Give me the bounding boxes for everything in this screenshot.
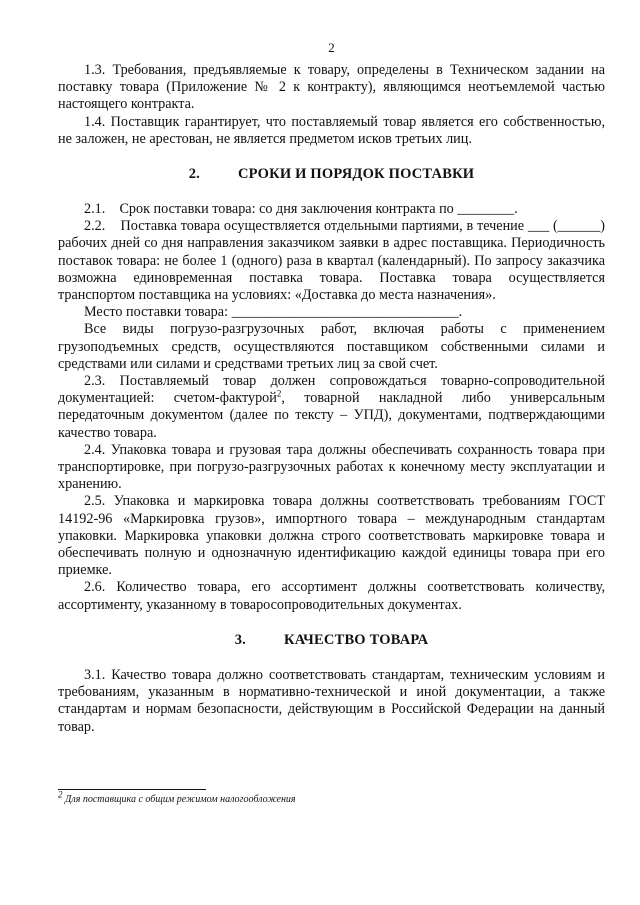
footnote-ref: 2 — [276, 388, 282, 399]
clause-2-3-text-a: 2.3. Поставляемый товар должен сопровождаться товарно-сопроводительной документацией: счетом-фактурой — [58, 373, 605, 407]
section-3-title: КАЧЕСТВО ТОВАРА — [284, 631, 429, 648]
section-2-number: 2. — [188, 166, 200, 183]
page-number: 2 — [328, 40, 335, 55]
footnote — [58, 789, 296, 805]
clause-2-2: 2.2. Поставка товара осуществляется отдельными партиями, в течение ___ (______) рабочих дней со дня направления заказчиком заявки в адрес поставщика. Периодичность поставок товара: не более 1 (одного) раза в квартал (календарный). По запросу заказчика возможна единовременная поставка товара. Поставка товара осуществляется транспортом поставщика на условиях: «Доставка до места назначения». — [58, 218, 609, 304]
clause-3-1: 3.1. Качество товара должно соответствовать стандартам, техническим условиям и требованиям, указанным в нормативно-технической и иной документации, а также стандартам и нормам безопасности, действующим в Российской Федерации на данный товар. — [58, 666, 605, 735]
clause-2-5: 2.5. Упаковка и маркировка товара должны соответствовать требованиям ГОСТ 14192-96 «Маркировка грузов», импортного товара – международным стандартам упаковки. Маркировка упаковки должна строго соответствовать маркировке товара и обеспечивать полную и однозначную идентификацию каждой единицы товара при его приемке. — [58, 493, 605, 579]
footnote-marker: 2 — [58, 789, 63, 800]
footnote-text: Для поставщика с общим режимом налогообложения — [65, 794, 296, 805]
clause-2-4: 2.4. Упаковка товара и грузовая тара должны обеспечивать сохранность товара при транспортировке, при погрузо-разгрузочных работах к конечному месту эксплуатации и хранению. — [58, 441, 605, 493]
footnote-divider — [58, 789, 206, 790]
section-3-heading — [58, 632, 605, 649]
clause-2-3 — [58, 373, 605, 442]
clause-2-6: 2.6. Количество товара, его ассортимент должны соответствовать количеству, ассортименту, указанному в товаросопроводительных документах. — [58, 579, 605, 613]
clause-1-3: 1.3. Требования, предъявляемые к товару, определены в Техническом задании на поставку товара (Приложение № 2 к контракту), являющимся неотъемлемой частью настоящего контракта. — [58, 62, 605, 113]
section-2-title: СРОКИ И ПОРЯДОК ПОСТАВКИ — [237, 166, 475, 183]
section-2-heading — [58, 166, 605, 183]
section-3-number: 3. — [234, 631, 246, 648]
clause-2-3-text-b: , товарной накладной либо универсальным передаточным документом (далее по тексту – УПД), документами, подтверждающими качество товара. — [58, 390, 605, 441]
clause-2-1: 2.1. Срок поставки товара: со дня заключения контракта по ________. — [84, 201, 518, 218]
delivery-place: Место поставки товара: ________________________________. — [84, 304, 463, 321]
loading-works: Все виды погрузо-разгрузочных работ, включая работы с применением грузоподъемных средств, осуществляются поставщиком собственными силами и средствами или силами и средствами третьих лиц за свой счет. — [58, 321, 605, 372]
clause-1-4: 1.4. Поставщик гарантирует, что поставляемый товар является его собственностью, не заложен, не арестован, не является предметом исков третьих лиц. — [58, 113, 605, 147]
document-page — [58, 40, 609, 736]
